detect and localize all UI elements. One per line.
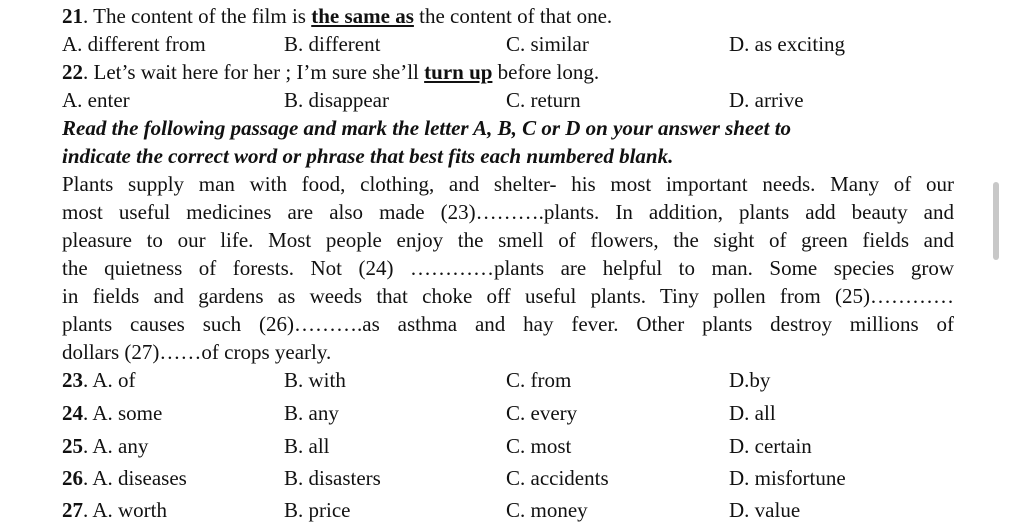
option-c: C. return [506, 88, 581, 112]
question-number: 21 [62, 4, 83, 28]
option-a-text: . A. diseases [83, 466, 187, 490]
underlined-phrase: turn up [424, 60, 493, 84]
answer-row-25 [62, 432, 962, 460]
passage-line: the quietness of forests. Not (24) …………plants are helpful to man. Some species grow [62, 256, 954, 280]
option-a-text: . A. some [83, 401, 163, 425]
option-a [62, 496, 167, 524]
instruction-line-2: indicate the correct word or phrase that best fits each numbered blank. [62, 144, 674, 168]
passage-line: most useful medicines are also made (23)……….plants. In addition, plants add beauty and [62, 200, 954, 224]
option-b: B. with [284, 368, 346, 392]
option-c: C. similar [506, 32, 589, 56]
passage-line: plants causes such (26)……….as asthma and hay fever. Other plants destroy millions of [62, 312, 954, 336]
answer-row-24 [62, 399, 962, 427]
option-d: D. certain [729, 434, 812, 458]
passage-line: pleasure to our life. Most people enjoy the smell of flowers, the sight of green fields and [62, 228, 954, 252]
question-text-pre: . Let’s wait here for her ; I’m sure she’ll [83, 60, 425, 84]
option-b: B. any [284, 401, 339, 425]
option-a-text: . A. any [83, 434, 149, 458]
question-22 [62, 58, 599, 86]
option-d: D.by [729, 368, 771, 392]
option-d: D. value [729, 498, 801, 522]
question-number: 23 [62, 368, 83, 392]
option-b: B. different [284, 32, 381, 56]
question-number: 25 [62, 434, 83, 458]
option-c: C. most [506, 434, 572, 458]
question-number: 26 [62, 466, 83, 490]
underlined-phrase: the same as [311, 4, 414, 28]
option-c: C. accidents [506, 466, 609, 490]
passage-line: dollars (27)……of crops yearly. [62, 340, 332, 364]
option-a [62, 399, 162, 427]
option-c: C. money [506, 498, 588, 522]
question-21-options [62, 30, 962, 58]
option-d: D. all [729, 401, 776, 425]
option-b: B. disasters [284, 466, 381, 490]
option-d: D. misfortune [729, 466, 846, 490]
scrollbar-thumb[interactable] [993, 182, 999, 260]
option-b: B. all [284, 434, 330, 458]
instruction-line-1: Read the following passage and mark the letter A, B, C or D on your answer sheet to [62, 116, 792, 140]
option-d: D. as exciting [729, 32, 846, 56]
question-text-post: the content of that one. [413, 4, 613, 28]
question-number: 27 [62, 498, 83, 522]
answer-row-23 [62, 366, 962, 394]
question-number: 24 [62, 401, 83, 425]
question-22-options [62, 86, 962, 114]
option-b: B. price [284, 498, 351, 522]
option-a [62, 432, 148, 460]
option-a: A. different from [62, 32, 206, 56]
option-d: D. arrive [729, 88, 804, 112]
option-a: A. enter [62, 88, 130, 112]
option-b: B. disappear [284, 88, 389, 112]
option-c: C. every [506, 401, 578, 425]
answer-row-27 [62, 496, 962, 524]
question-21 [62, 2, 612, 30]
option-a [62, 366, 136, 394]
question-number: 22 [62, 60, 83, 84]
option-a-text: . A. of [83, 368, 136, 392]
question-text-post: before long. [492, 60, 600, 84]
option-a [62, 464, 187, 492]
passage-line: Plants supply man with food, clothing, and shelter- his most important needs. Many of our [62, 172, 954, 196]
option-a-text: . A. worth [83, 498, 167, 522]
passage-line: in fields and gardens as weeds that choke off useful plants. Tiny pollen from (25)………… [62, 284, 954, 308]
question-text-pre: . The content of the film is [83, 4, 312, 28]
answer-row-26 [62, 464, 962, 492]
option-c: C. from [506, 368, 572, 392]
